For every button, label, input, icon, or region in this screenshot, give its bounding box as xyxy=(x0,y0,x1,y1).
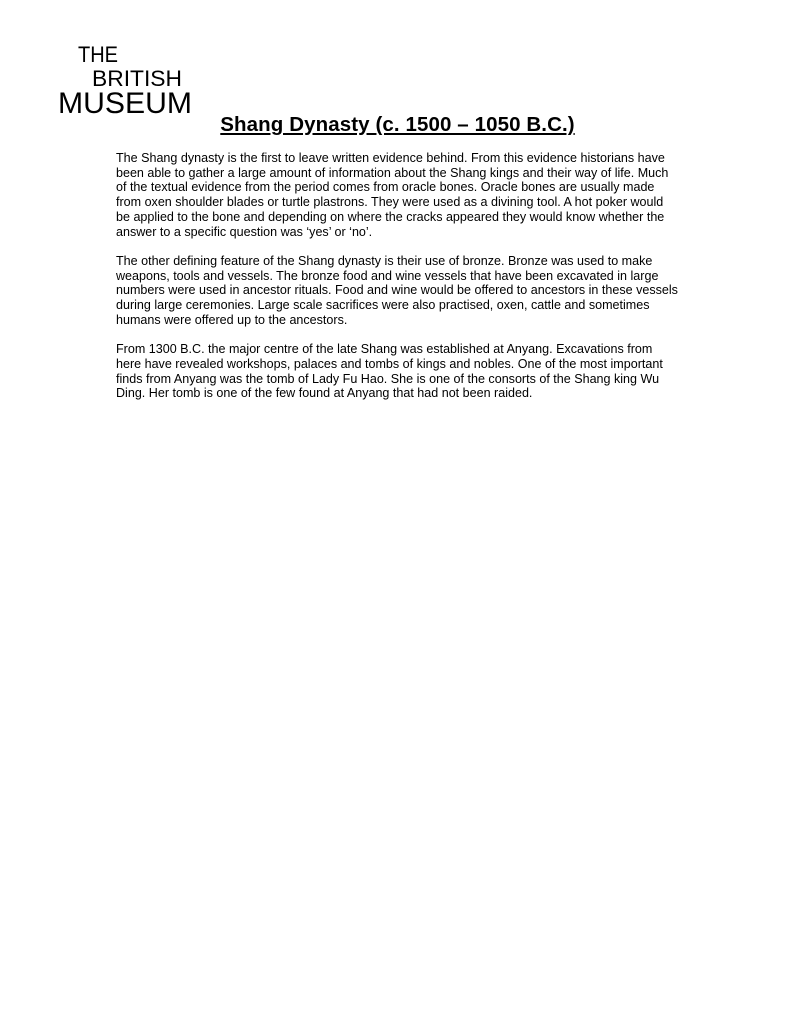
body-text xyxy=(116,151,678,416)
logo-line-british: BRITISH xyxy=(92,66,182,91)
logo-line-museum: MUSEUM xyxy=(58,87,192,117)
paragraph-anyang: From 1300 B.C. the major centre of the late Shang was established at Anyang. Excavations from here have revealed workshops, palaces and tombs of kings and nobles. One of the most important finds from Anyang was the tomb of Lady Fu Hao. She is one of the consorts of the Shang king Wu Ding. Her tomb is one of the few found at Anyang that had not been raided. xyxy=(116,342,663,401)
page-title: Shang Dynasty (c. 1500 – 1050 B.C.) xyxy=(220,113,575,136)
british-museum-logo xyxy=(58,42,193,117)
logo-line-the: THE xyxy=(78,42,118,67)
paragraph-oracle-bones: The Shang dynasty is the first to leave written evidence behind. From this evidence historians have been able to gather a large amount of information about the Shang kings and their way of life. Much of the textual evidence from the period comes from oracle bones. Oracle bones are usually made from oxen shoulder blades or turtle plastrons. They were used as a divining tool. A hot poker would be applied to the bone and depending on where the cracks appeared they would know whether the answer to a specific question was ‘yes’ or ‘no’. xyxy=(116,151,669,239)
paragraph-bronze: The other defining feature of the Shang dynasty is their use of bronze. Bronze was used to make weapons, tools and vessels. The bronze food and wine vessels that have been excavated in large numbers were used in ancestor rituals. Food and wine would be offered to ancestors in these vessels during large ceremonies. Large scale sacrifices were also practised, oxen, cattle and sometimes humans were offered up to the ancestors. xyxy=(116,253,678,327)
